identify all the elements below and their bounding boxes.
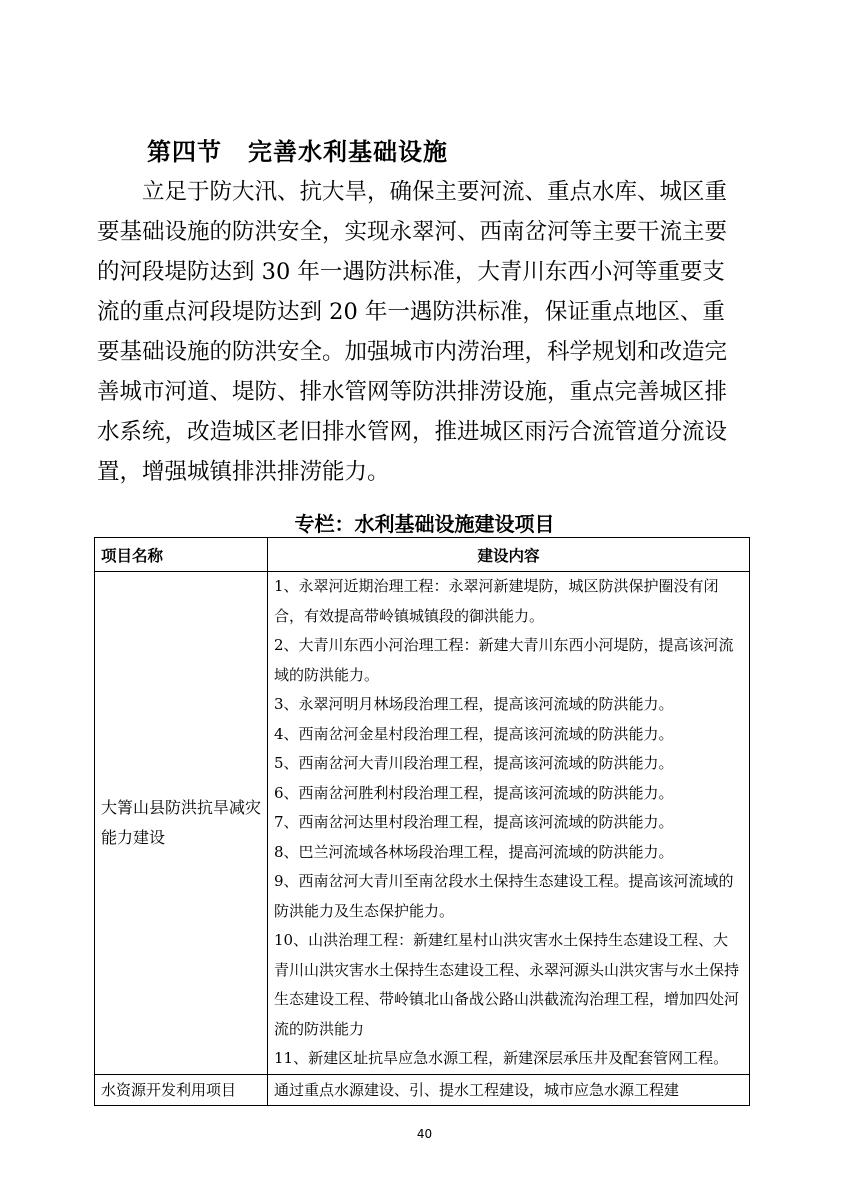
page-number: 40 [416,1127,433,1141]
list-item: 7、西南岔河达里村段治理工程，提高该河流域的防洪能力。 [274,813,674,831]
list-item: 4、西南岔河金星村段治理工程，提高该河流域的防洪能力。 [274,724,674,743]
paragraph-line: 置，增强城镇排洪排涝能力。 [97,459,390,485]
header-content: 建设内容 [268,538,750,572]
header-project-name: 项目名称 [95,538,268,572]
project-name-cell: 水资源开发利用项目 [95,1074,268,1105]
section-number: 第四节 [147,137,222,166]
list-item: 3、永翠河明月林场段治理工程，提高该河流域的防洪能力。 [274,695,674,713]
paragraph-line: 善城市河道、堤防、排水管网等防洪排涝设施，重点完善城区排 [97,379,728,405]
table-row [95,1074,750,1105]
list-item: 5、西南岔河大青川段治理工程，提高该河流域的防洪能力。 [274,754,674,772]
paragraph-line: 流的重点河段堤防达到 20 年一遇防洪标准，保证重点地区、重 [97,299,725,325]
project-content-cell: 通过重点水源建设、引、提水工程建设，城市应急水源工程建 [268,1074,750,1105]
projects-table [94,537,750,1106]
list-item: 10、山洪治理工程：新建红星村山洪灾害水土保持生态建设工程、大青川山洪灾害水土保持生态建设工程、永翠河源头山洪灾害与水土保持生态建设工程、带岭镇北山备战公路山洪截流沟治理工程，增加四处河流的防洪能力 [274,931,740,1038]
list-item: 6、西南岔河胜利村段治理工程，提高该河流域的防洪能力。 [274,783,674,802]
paragraph-line: 立足于防大汛、抗大旱，确保主要河流、重点水库、城区重 [97,179,728,205]
project-content-cell [268,572,750,1075]
list-item: 2、大青川东西小河治理工程：新建大青川东西小河堤防，提高该河流域的防洪能力。 [274,636,734,684]
list-item: 8、巴兰河流域各林场段治理工程，提高河流域的防洪能力。 [274,842,674,861]
paragraph-line: 要基础设施的防洪安全，实现永翠河、西南岔河等主要干流主要 [97,219,728,245]
list-item: 9、西南岔河大青川至南岔段水土保持生态建设工程。提高该河流域的防洪能力及生态保护能力。 [274,872,734,920]
section-title: 完善水利基础设施 [248,137,448,166]
table-caption: 专栏：水利基础设施建设项目 [294,512,555,536]
section-heading [147,132,448,167]
section-paragraph [97,172,752,492]
paragraph-line: 的河段堤防达到 30 年一遇防洪标准，大青川东西小河等重要支 [97,259,725,285]
table-header-row [95,538,750,572]
list-item: 1、永翠河近期治理工程：永翠河新建堤防，城区防洪保护圈没有闭合，有效提高带岭镇城镇段的御洪能力。 [274,577,719,625]
paragraph-line: 要基础设施的防洪安全。加强城市内涝治理，科学规划和改造完 [97,339,728,365]
project-name-cell: 大箐山县防洪抗旱减灾能力建设 [95,572,268,1075]
table-row [95,572,750,1075]
list-item: 11、新建区址抗旱应急水源工程，新建深层承压井及配套管网工程。 [274,1049,729,1067]
paragraph-line: 水系统，改造城区老旧排水管网，推进城区雨污合流管道分流设 [97,419,728,445]
